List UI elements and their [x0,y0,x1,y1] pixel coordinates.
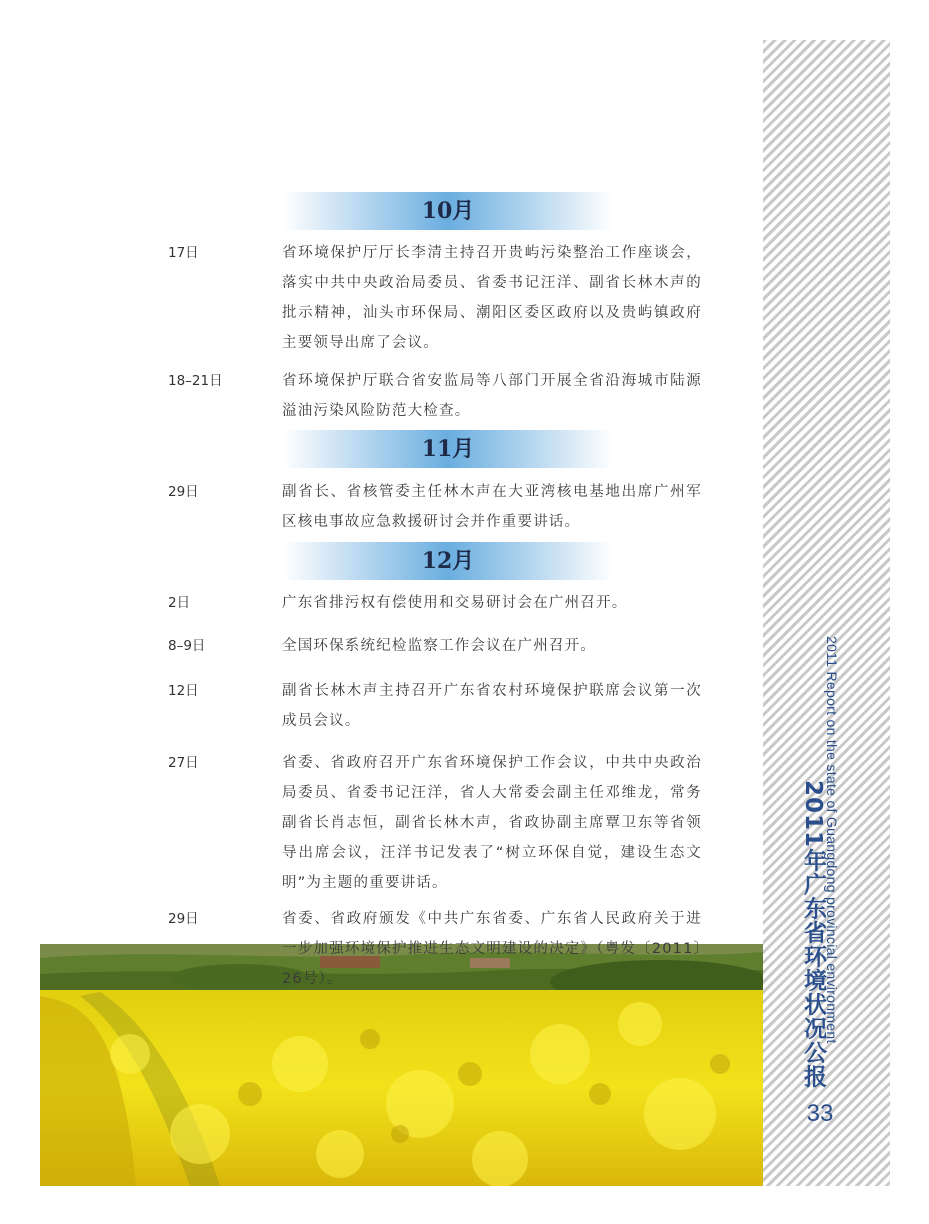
side-english-title: 2011 Report on the state of Guangdong provincial environment [824,636,840,1044]
month-header-november [283,430,613,468]
event-date: 18–21日 [168,373,223,389]
event-description: 副省长林木声主持召开广东省农村环境保护联席会议第一次成员会议。 [282,683,702,729]
event-description: 省委、省政府颁发《中共广东省委、广东省人民政府关于进一步加强环境保护推进生态文明建设的决定》（粤发〔2011〕26号）。 [282,911,702,987]
event-date: 2日 [168,595,191,611]
side-chinese-title: 2011年广东省环境状况公报 [800,780,826,1089]
month-label: 12月 [421,548,475,574]
month-header-october [283,192,613,230]
month-label: 10月 [421,198,475,224]
event-date: 29日 [168,484,199,500]
month-label: 11月 [421,436,475,462]
event-date: 12日 [168,683,199,699]
event-description: 全国环保系统纪检监察工作会议在广州召开。 [282,638,596,654]
event-description: 省环境保护厅厅长李清主持召开贵屿污染整治工作座谈会，落实中共中央政治局委员、省委书记汪洋、副省长林木声的批示精神，汕头市环保局、潮阳区委区政府以及贵屿镇政府主要领导出席了会议。 [282,245,702,351]
event-description: 省委、省政府召开广东省环境保护工作会议，中共中央政治局委员、省委书记汪洋，省人大常委会副主任邓维龙，常务副省长肖志恒，副省长林木声，省政协副主席覃卫东等省领导出席会议，汪洋书记发表了“树立环保自觉，建设生态文明”为主题的重要讲话。 [282,755,702,891]
page-number: 33 [806,1100,834,1127]
month-header-december [283,542,613,580]
event-date: 8–9日 [168,638,206,654]
event-date: 17日 [168,245,199,261]
event-date: 27日 [168,755,199,771]
event-description: 副省长、省核管委主任林木声在大亚湾核电基地出席广州军区核电事故应急救援研讨会并作重要讲话。 [282,484,702,530]
event-date: 29日 [168,911,199,927]
event-description: 省环境保护厅联合省安监局等八部门开展全省沿海城市陆源溢油污染风险防范大检查。 [282,373,702,419]
event-description: 广东省排污权有偿使用和交易研讨会在广州召开。 [282,595,628,611]
